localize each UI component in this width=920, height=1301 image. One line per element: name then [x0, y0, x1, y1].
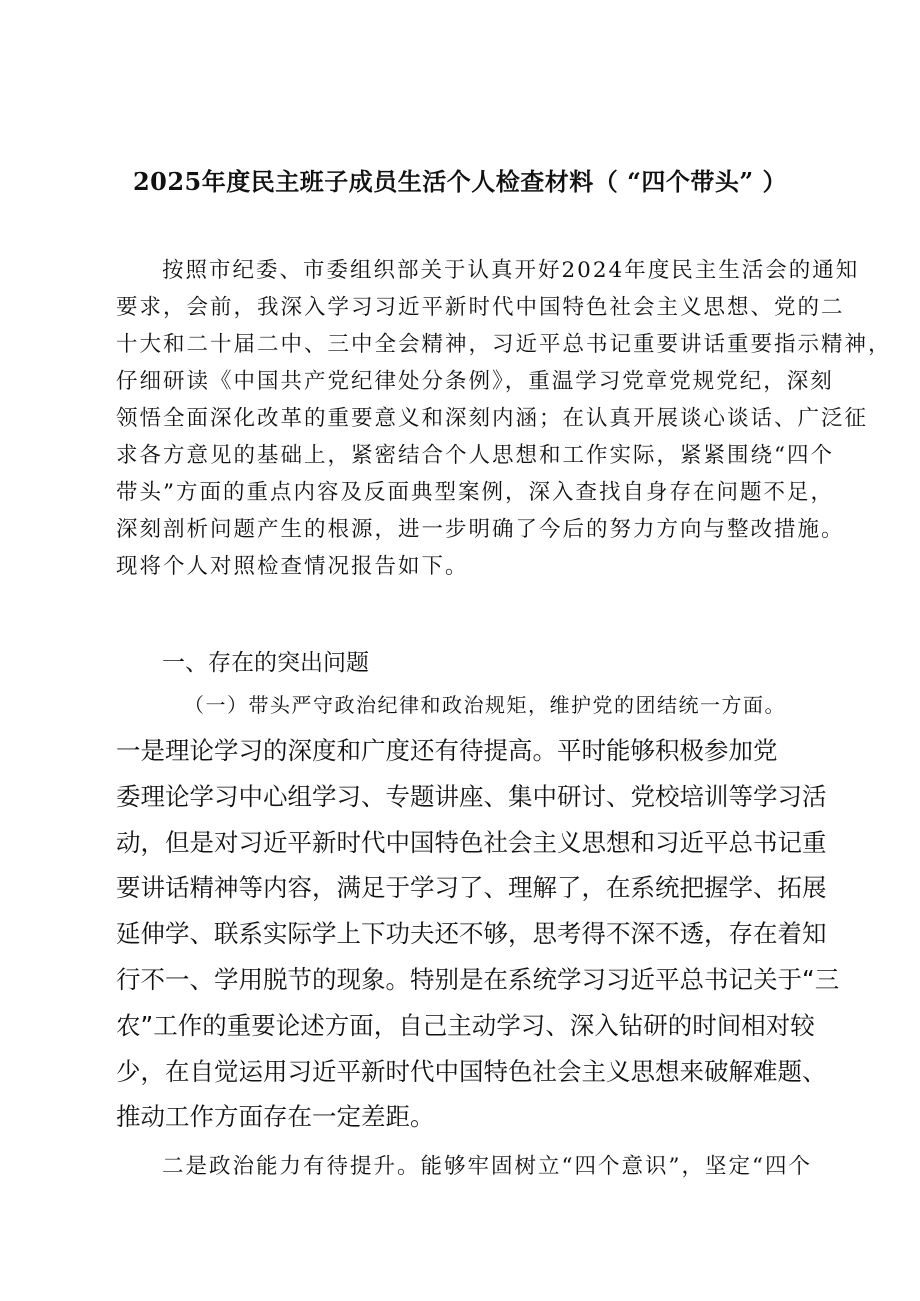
point-one-line: 延伸学、联系实际学上下功夫还不够，思考得不深不透，存在着知 — [116, 919, 827, 949]
intro-line: 按照市纪委、市委组织部关于认真开好2024年度民主生活会的通知 — [162, 258, 860, 283]
point-one-line: 一是理论学习的深度和广度还有待提高。平时能够积极参加党 — [116, 736, 778, 765]
intro-line: 仔细研读《中国共产党纪律处分条例》，重温学习党章党规党纪，深刻 — [116, 369, 834, 394]
intro-line: 要求，会前，我深入学习习近平新时代中国特色社会主义思想、党的二 — [116, 295, 845, 320]
intro-paragraph — [116, 252, 892, 585]
point-one-line: 推动工作方面存在一定差距。 — [116, 1102, 435, 1132]
point-one-line: 委理论学习中心组学习、专题讲座、集中研讨、党校培训等学习活 — [116, 781, 827, 811]
intro-line: 求各方意见的基础上，紧密结合个人思想和工作实际，紧紧围绕“四个 — [116, 443, 834, 468]
point-one-line: 动，但是对习近平新时代中国特色社会主义思想和习近平总书记重 — [116, 827, 827, 857]
intro-line: 领悟全面深化改革的重要意义和深刻内涵；在认真开展谈心谈话、广泛征 — [116, 406, 869, 431]
point-one-line: 少，在自觉运用习近平新时代中国特色社会主义思想来破解难题、 — [116, 1056, 827, 1086]
intro-line: 带头”方面的重点内容及反面典型案例，深入查找自身存在问题不足， — [116, 480, 834, 505]
point-one-line: 行不一、学用脱节的现象。特别是在系统学习习近平总书记关于“三 — [116, 964, 840, 994]
point-one-line: 要讲话精神等内容，满足于学习了、理解了，在系统把握学、拓展 — [116, 873, 827, 903]
point-two-paragraph: 二是政治能力有待提升。能够牢固树立“四个意识”，坚定“四个 — [162, 1154, 812, 1179]
intro-line: 深刻剖析问题产生的根源，进一步明确了今后的努力方向与整改措施。 — [116, 517, 845, 542]
intro-line: 十大和二十届二中、三中全会精神，习近平总书记重要讲话重要指示精神， — [116, 332, 892, 357]
section-heading: 一、存在的突出问题 — [162, 650, 369, 676]
point-one-paragraph — [116, 728, 846, 1140]
point-one-line: 农”工作的重要论述方面，自己主动学习、深入钻研的时间相对较 — [116, 1010, 815, 1040]
intro-line: 现将个人对照检查情况报告如下。 — [116, 554, 469, 579]
document-title: 2025年度民主班子成员生活个人检查材料（ “四个带头” ） — [132, 167, 788, 196]
subsection-heading: （一）带头严守政治纪律和政治规矩，维护党的团结统一方面。 — [184, 693, 786, 717]
